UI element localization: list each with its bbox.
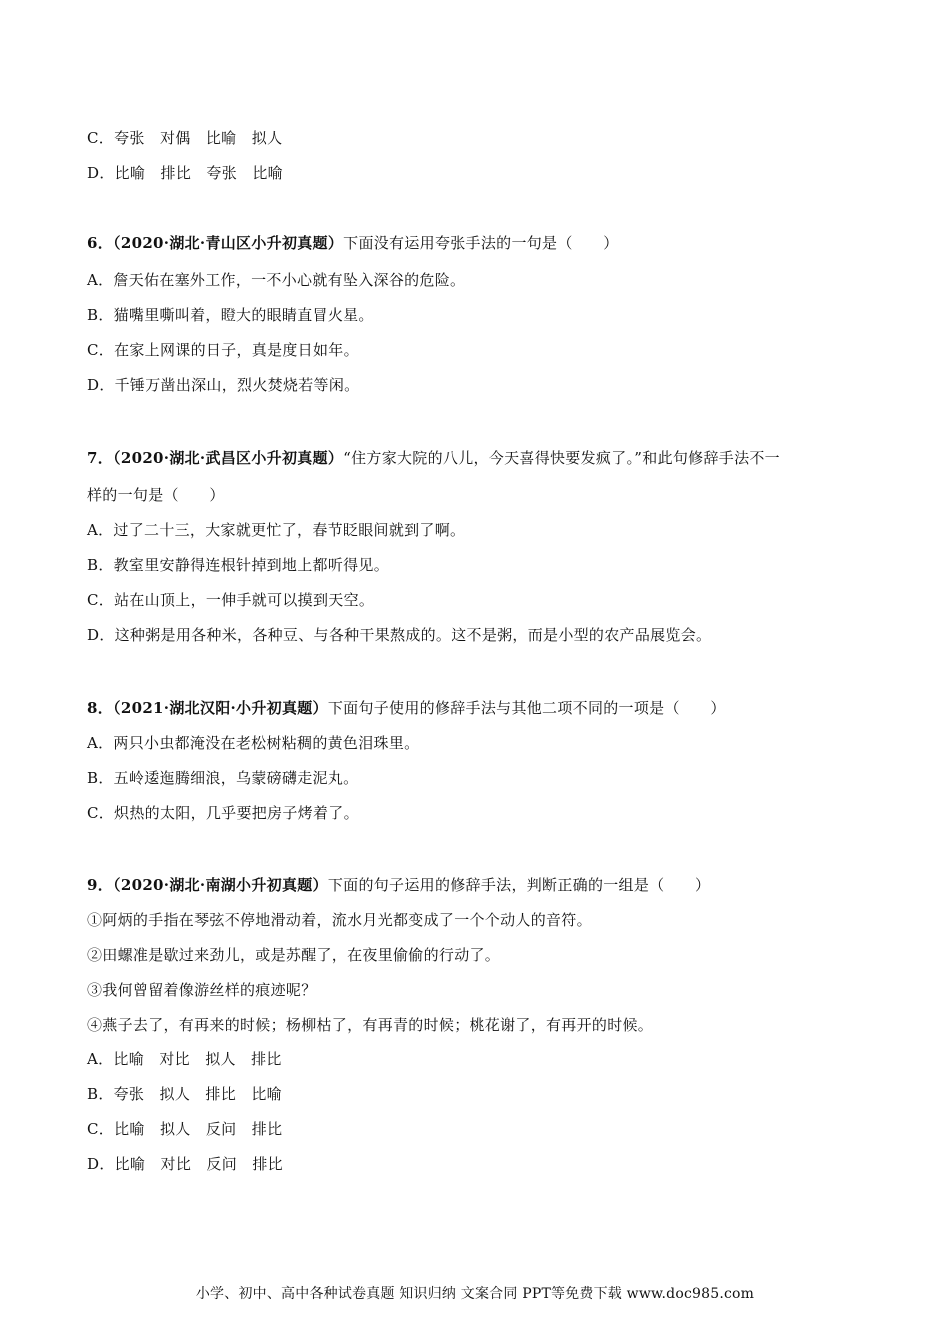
page-footer: 小学、初中、高中各种试卷真题 知识归纳 文案合同 PPT等免费下载 www.doc985.com bbox=[195, 1286, 755, 1302]
question-9-option-d: D．比喻 对比 反问 排比 bbox=[87, 1155, 283, 1173]
question-number: 6． bbox=[87, 234, 114, 252]
question-9-stem bbox=[87, 875, 710, 895]
question-text: 下面的句子运用的修辞手法，判断正确的一组是（ ） bbox=[327, 876, 711, 894]
question-7-stem-continued: 样的一句是（ ） bbox=[87, 486, 225, 504]
question-9-option-a: A．比喻 对比 拟人 排比 bbox=[87, 1050, 282, 1068]
question-source: （2021·湖北汉阳·小升初真题） bbox=[113, 699, 328, 717]
question-6-option-d: D．千锤万凿出深山，烈火焚烧若等闲。 bbox=[87, 376, 360, 394]
question-text: 下面没有运用夸张手法的一句是（ ） bbox=[343, 234, 619, 252]
question-7-option-c: C．站在山顶上，一伸手就可以摸到天空。 bbox=[87, 591, 375, 609]
question-source: （2020·湖北·武昌区小升初真题） bbox=[113, 449, 344, 467]
question-number: 8． bbox=[87, 699, 114, 717]
question-9-option-b: B．夸张 拟人 排比 比喻 bbox=[87, 1085, 282, 1103]
question-9-item-4: ④燕子去了，有再来的时候；杨柳枯了，有再青的时候；桃花谢了，有再开的时候。 bbox=[87, 1016, 654, 1034]
question-8-option-c: C．炽热的太阳，几乎要把房子烤着了。 bbox=[87, 804, 359, 822]
question-7-stem bbox=[87, 448, 780, 468]
question-8-stem bbox=[87, 698, 726, 718]
question-6-option-c: C．在家上网课的日子，真是度日如年。 bbox=[87, 341, 359, 359]
question-9-item-1: ①阿炳的手指在琴弦不停地滑动着，流水月光都变成了一个个动人的音符。 bbox=[87, 911, 592, 929]
question-6-option-a: A．詹天佑在塞外工作，一不小心就有坠入深谷的危险。 bbox=[87, 271, 466, 289]
prev-option-c: C．夸张 对偶 比喻 拟人 bbox=[87, 129, 283, 147]
question-number: 7． bbox=[87, 449, 114, 467]
question-9-item-2: ②田螺准是歇过来劲儿，或是苏醒了，在夜里偷偷的行动了。 bbox=[87, 946, 501, 964]
question-9-item-3: ③我何曾留着像游丝样的痕迹呢？ bbox=[87, 981, 317, 999]
question-number: 9． bbox=[87, 876, 114, 894]
question-source: （2020·湖北·南湖小升初真题） bbox=[113, 876, 328, 894]
question-6-stem bbox=[87, 233, 619, 253]
question-source: （2020·湖北·青山区小升初真题） bbox=[113, 234, 344, 252]
question-text: 下面句子使用的修辞手法与其他二项不同的一项是（ ） bbox=[327, 699, 726, 717]
question-8-option-b: B．五岭逶迤腾细浪，乌蒙磅礴走泥丸。 bbox=[87, 769, 359, 787]
prev-option-d: D．比喻 排比 夸张 比喻 bbox=[87, 164, 283, 182]
question-7-option-d: D．这种粥是用各种米，各种豆、与各种干果熬成的。这不是粥，而是小型的农产品展览会。 bbox=[87, 626, 712, 644]
question-6-option-b: B．猫嘴里嘶叫着，瞪大的眼睛直冒火星。 bbox=[87, 306, 374, 324]
question-7-option-a: A．过了二十三，大家就更忙了，春节眨眼间就到了啊。 bbox=[87, 521, 466, 539]
question-7-option-b: B．教室里安静得连根针掉到地上都听得见。 bbox=[87, 556, 390, 574]
question-9-option-c: C．比喻 拟人 反问 排比 bbox=[87, 1120, 283, 1138]
question-text: “住方家大院的八儿，今天喜得快要发疯了。”和此句修辞手法不一 bbox=[343, 449, 780, 467]
question-8-option-a: A．两只小虫都淹没在老松树粘稠的黄色泪珠里。 bbox=[87, 734, 420, 752]
